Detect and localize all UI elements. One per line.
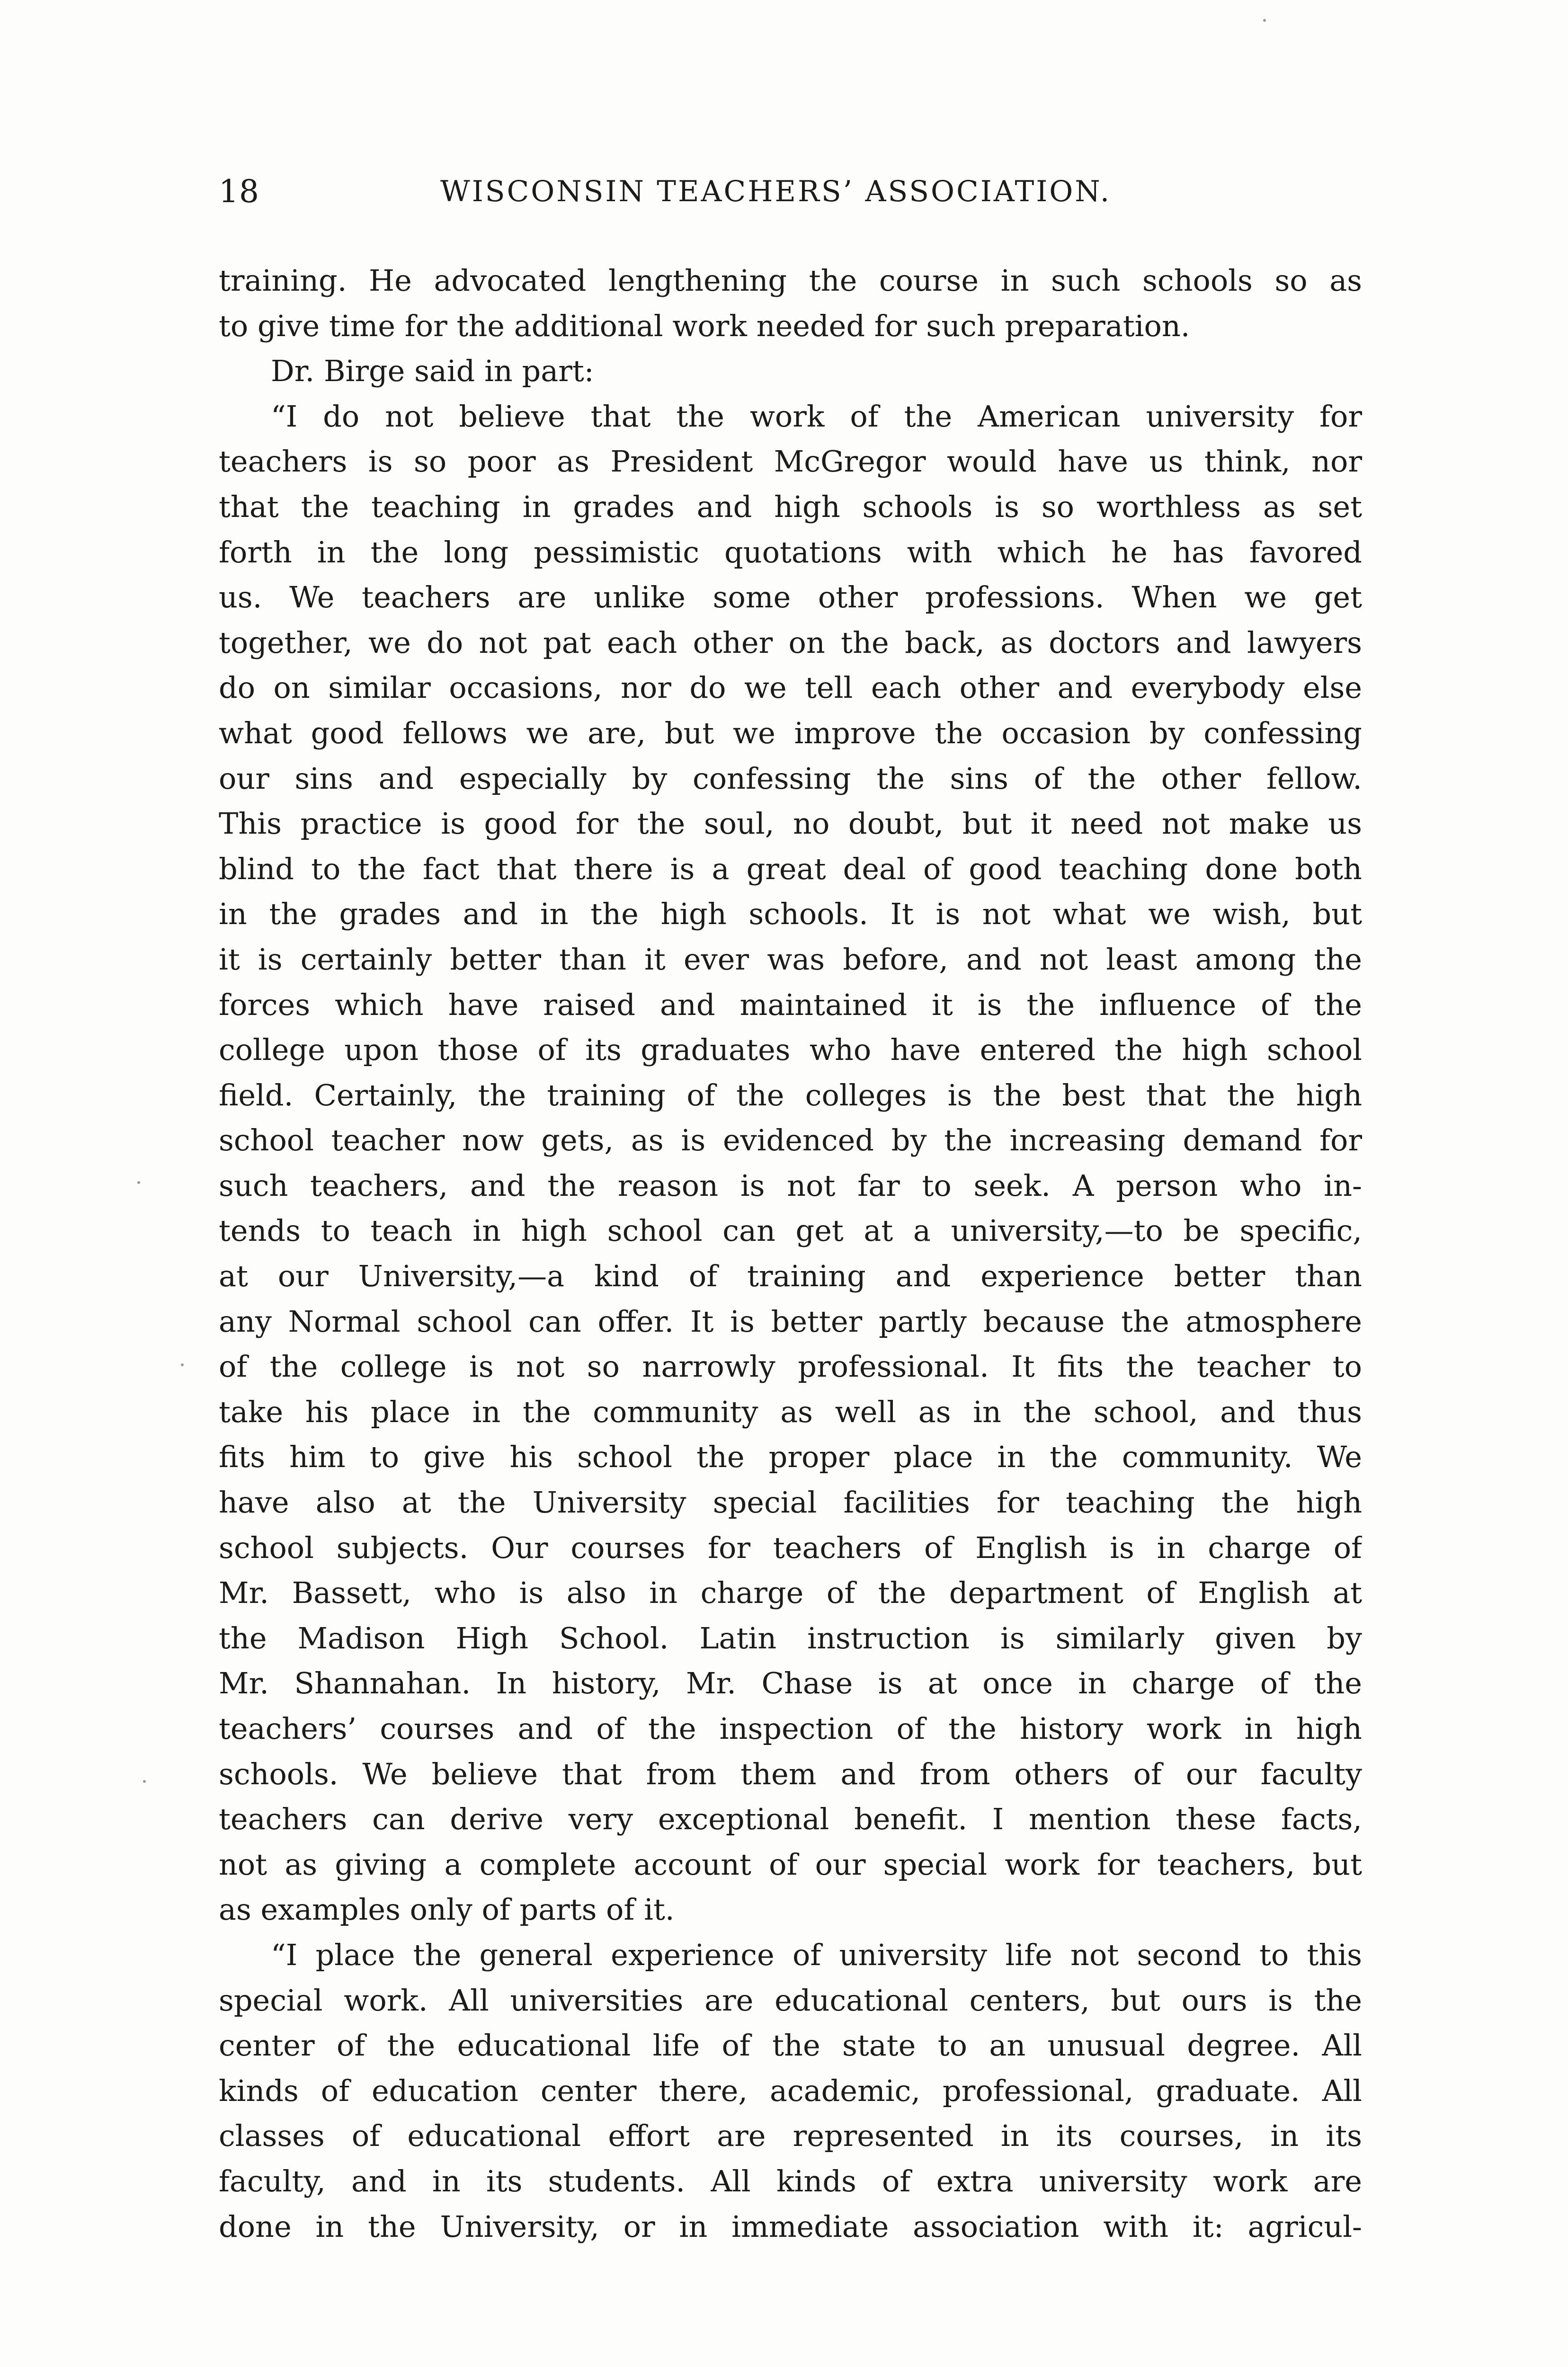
paper-speck [137, 1181, 140, 1184]
text-line: at our University,—a kind of training and experience better than [219, 1259, 1362, 1294]
text-line: Dr. Birge said in part: [271, 354, 594, 389]
text-line: as examples only of parts of it. [219, 1892, 675, 1927]
text-line: of the college is not so narrowly professional. It fits the teacher to [219, 1349, 1362, 1384]
text-line: fits him to give his school the proper place in the community. We [219, 1440, 1362, 1475]
text-line: classes of educational effort are represented in its courses, in its [219, 2118, 1362, 2153]
text-line: school subjects. Our courses for teachers of English is in charge of [219, 1530, 1362, 1565]
text-line: such teachers, and the reason is not far to seek. A person who in- [219, 1168, 1362, 1203]
page-header [219, 168, 1355, 215]
page-number: 18 [219, 173, 259, 210]
text-line: Mr. Bassett, who is also in charge of the department of English at [219, 1575, 1362, 1611]
text-line: Mr. Shannahan. In history, Mr. Chase is at once in charge of the [219, 1666, 1362, 1701]
text-line: college upon those of its graduates who have entered the high school [219, 1032, 1362, 1068]
text-line: center of the educational life of the state to an unusual degree. All [219, 2028, 1362, 2063]
text-line: tends to teach in high school can get at a university,—to be specific, [219, 1213, 1362, 1248]
text-line: special work. All universities are educational centers, but ours is the [219, 1983, 1362, 2018]
text-line: us. We teachers are unlike some other professions. When we get [219, 580, 1362, 615]
text-line: not as giving a complete account of our special work for teachers, but [219, 1847, 1362, 1882]
text-line: take his place in the community as well as in the school, and thus [219, 1394, 1362, 1429]
text-line: field. Certainly, the training of the colleges is the best that the high [219, 1077, 1362, 1112]
text-line: done in the University, or in immediate association with it: agricul- [219, 2209, 1362, 2244]
text-line: “I do not believe that the work of the American university for [271, 399, 1362, 434]
text-line: training. He advocated lengthening the course in such schools so as [219, 263, 1362, 298]
text-line: it is certainly better than it ever was before, and not least among the [219, 942, 1362, 977]
text-line: kinds of education center there, academic, professional, graduate. All [219, 2073, 1362, 2108]
text-line: blind to the fact that there is a great deal of good teaching done both [219, 851, 1362, 886]
text-line: schools. We believe that from them and from others of our faculty [219, 1756, 1362, 1791]
text-line: This practice is good for the soul, no doubt, but it need not make us [219, 806, 1362, 841]
text-line: forth in the long pessimistic quotations with which he has favored [219, 534, 1362, 570]
text-line: do on similar occasions, nor do we tell each other and everybody else [219, 670, 1362, 705]
running-head: WISCONSIN TEACHERS’ ASSOCIATION. [440, 175, 1112, 208]
text-line: “I place the general experience of university life not second to this [271, 1937, 1362, 1972]
text-line: forces which have raised and maintained it is the influence of the [219, 987, 1362, 1022]
text-line: school teacher now gets, as is evidenced by the increasing demand for [219, 1123, 1362, 1158]
text-line: our sins and especially by confessing the sins of the other fellow. [219, 761, 1362, 796]
paper-speck [1263, 19, 1266, 22]
text-line: the Madison High School. Latin instruction is similarly given by [219, 1620, 1362, 1655]
paper-speck [143, 1780, 146, 1783]
text-line: together, we do not pat each other on the back, as doctors and lawyers [219, 625, 1362, 660]
text-line: that the teaching in grades and high schools is so worthless as set [219, 489, 1362, 524]
text-line: have also at the University special facilities for teaching the high [219, 1485, 1362, 1520]
text-line: what good fellows we are, but we improve the occasion by confessing [219, 715, 1362, 750]
text-line: teachers can derive very exceptional benefit. I mention these facts, [219, 1802, 1362, 1837]
text-line: teachers’ courses and of the inspection of the history work in high [219, 1711, 1362, 1746]
text-line: any Normal school can offer. It is better partly because the atmosphere [219, 1304, 1362, 1339]
text-line: to give time for the additional work needed for such preparation. [219, 308, 1190, 343]
body-text [219, 258, 1362, 2249]
text-line: in the grades and in the high schools. It is not what we wish, but [219, 897, 1362, 932]
text-line: teachers is so poor as President McGregor would have us think, nor [219, 444, 1362, 479]
text-line: faculty, and in its students. All kinds of extra university work are [219, 2163, 1362, 2198]
paper-speck [181, 1363, 184, 1366]
